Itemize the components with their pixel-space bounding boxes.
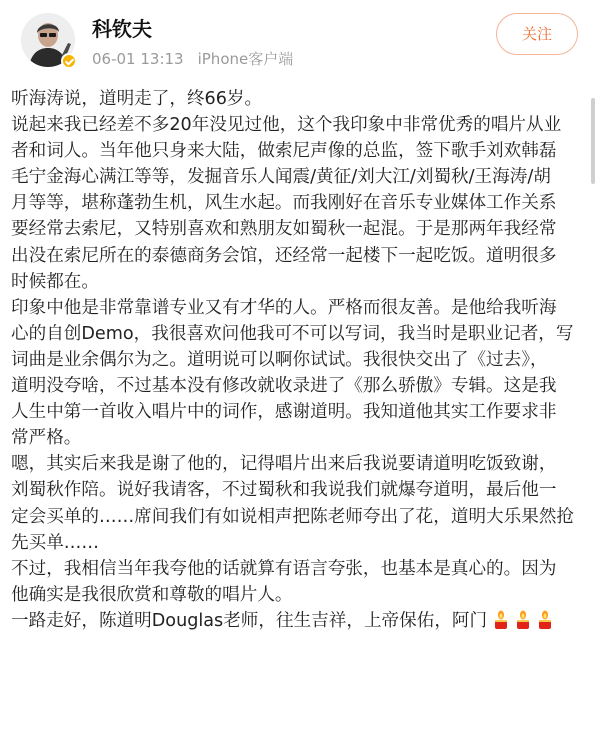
post-line: 出没在索尼所在的泰德商务会馆，还经常一起楼下一起吃饭。道明很多	[11, 245, 557, 266]
post-line: 定会买单的……席间我们有如说相声把陈老师夸出了花，道明大乐果然抢	[11, 506, 575, 527]
post-line: 嗯，其实后来我是谢了他的，记得唱片出来后我说要请道明吃饭致谢，	[11, 454, 557, 475]
post-line: 不过，我相信当年我夸他的话就算有语言夸张，也基本是真心的。因为	[11, 558, 557, 579]
post-line: 道明没夸啥，不过基本没有修改就收录进了《那么骄傲》专辑。这是我	[11, 376, 557, 397]
candle-emoji	[491, 610, 511, 630]
post-header	[0, 0, 600, 82]
post-line: 听海涛说，道明走了，终66岁。	[11, 89, 263, 109]
post-line: 要经常去索尼，又特别喜欢和熟朋友如蜀秋一起混。于是那两年我经常	[11, 219, 557, 240]
post-line: 先买单……	[11, 532, 99, 553]
avatar[interactable]	[21, 13, 75, 67]
post-meta	[92, 48, 293, 69]
post-line: 印象中他是非常靠谱专业又有才华的人。严格而很友善。是他给我听海	[11, 297, 557, 318]
post-line: 词曲是业余偶尔为之。道明说可以啊你试试。我很快交出了《过去》，	[11, 349, 548, 370]
post-line-last	[11, 608, 586, 634]
post-line: 人生中第一首收入唱片中的词作，感谢道明。我知道他其实工作要求非	[11, 402, 557, 423]
post-line: 说起来我已经差不多20年没见过他，这个我印象中非常优秀的唱片从业	[11, 115, 562, 136]
post-body	[11, 86, 586, 634]
post-source: iPhone客户端	[197, 50, 294, 68]
post-line: 毛宁金海心满江等等，发掘音乐人闻震/黄征/刘大江/刘蜀秋/王海涛/胡	[11, 167, 551, 188]
verified-badge-icon	[61, 53, 77, 69]
username[interactable]: 科钦夫	[92, 17, 152, 41]
post-line: 月等等，堪称蓬勃生机，风生水起。而我刚好在音乐专业媒体工作关系	[11, 193, 557, 214]
post-time: 06-01 13:13	[92, 50, 184, 68]
scrollbar[interactable]	[591, 98, 595, 752]
post-line: 他确实是我很欣赏和尊敬的唱片人。	[11, 584, 293, 605]
candle-emoji-group	[491, 610, 557, 638]
post-line: 心的自创Demo，我很喜欢问他我可不可以写词，我当时是职业记者，写	[11, 323, 574, 344]
post-line: 者和词人。当年他只身来大陆，做索尼声像的总监，签下歌手刘欢韩磊	[11, 141, 557, 162]
post-line: 刘蜀秋作陪。说好我请客，不过蜀秋和我说我们就爆夸道明，最后他一	[11, 480, 557, 501]
scrollbar-thumb[interactable]	[591, 98, 595, 184]
follow-button[interactable]: 关注	[496, 13, 578, 55]
post-line: 时候都在。	[11, 271, 99, 292]
post-line-text: 一路走好，陈道明Douglas老师，往生吉祥，上帝保佑，阿门	[11, 610, 488, 631]
post-line: 常严格。	[11, 428, 82, 449]
candle-emoji	[535, 610, 555, 630]
candle-emoji	[513, 610, 533, 630]
